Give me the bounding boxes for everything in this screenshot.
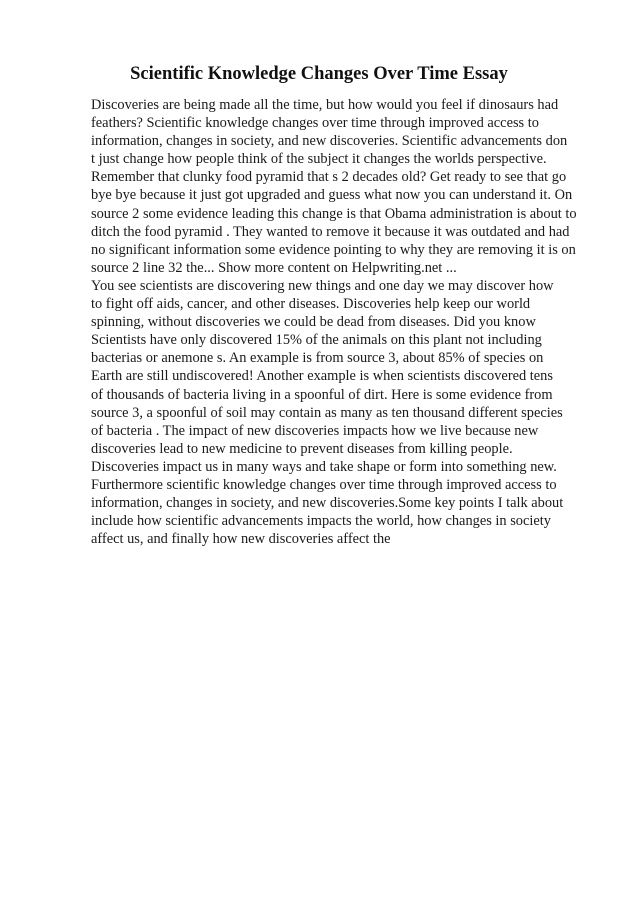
essay-body bbox=[91, 96, 591, 548]
text-line: Remember that clunky food pyramid that s 2 decades old? Get ready to see that go bbox=[91, 169, 567, 186]
text-line: source 2 some evidence leading this change is that Obama administration is about to bbox=[91, 205, 577, 222]
document-title: Scientific Knowledge Changes Over Time Essay bbox=[130, 64, 508, 84]
text-line: affect us, and finally how new discoveries affect the bbox=[91, 531, 391, 548]
text-line: Scientists have only discovered 15% of the animals on this plant not including bbox=[91, 332, 542, 349]
text-line: Discoveries are being made all the time, but how would you feel if dinosaurs had bbox=[91, 97, 559, 113]
text-line: information, changes in society, and new discoveries. Scientific advancements don bbox=[91, 133, 568, 150]
text-line: spinning, without discoveries we could be dead from diseases. Did you know bbox=[91, 314, 536, 331]
text-line: information, changes in society, and new discoveries.Some key points I talk about bbox=[91, 495, 564, 512]
text-line: bacterias or anemone s. An example is from source 3, about 85% of species on bbox=[91, 350, 544, 367]
text-line: You see scientists are discovering new things and one day we may discover how bbox=[91, 277, 554, 294]
text-line: discoveries lead to new medicine to prevent diseases from killing people. bbox=[91, 440, 513, 457]
text-line: source 2 line 32 the... Show more content on Helpwriting.net ... bbox=[91, 259, 457, 276]
text-line: include how scientific advancements impacts the world, how changes in society bbox=[91, 513, 551, 530]
text-line: ditch the food pyramid . They wanted to remove it because it was outdated and had bbox=[91, 223, 570, 240]
text-line: of thousands of bacteria living in a spoonful of dirt. Here is some evidence from bbox=[91, 386, 553, 403]
text-line: to fight off aids, cancer, and other diseases. Discoveries help keep our world bbox=[91, 296, 531, 313]
text-line: bye bye because it just got upgraded and guess what now you can understand it. On bbox=[91, 187, 573, 204]
text-line: source 3, a spoonful of soil may contain as many as ten thousand different species bbox=[91, 404, 563, 421]
text-line: Furthermore scientific knowledge changes over time through improved access to bbox=[91, 476, 557, 493]
text-line: of bacteria . The impact of new discoveries impacts how we live because new bbox=[91, 422, 539, 439]
text-line: Earth are still undiscovered! Another example is when scientists discovered tens bbox=[91, 368, 553, 385]
text-line: Discoveries impact us in many ways and take shape or form into something new. bbox=[91, 458, 557, 475]
text-line: feathers? Scientific knowledge changes over time through improved access to bbox=[91, 115, 539, 132]
text-line: no significant information some evidence pointing to why they are removing it is on bbox=[91, 241, 576, 258]
text-line: t just change how people think of the subject it changes the worlds perspective. bbox=[91, 151, 547, 168]
